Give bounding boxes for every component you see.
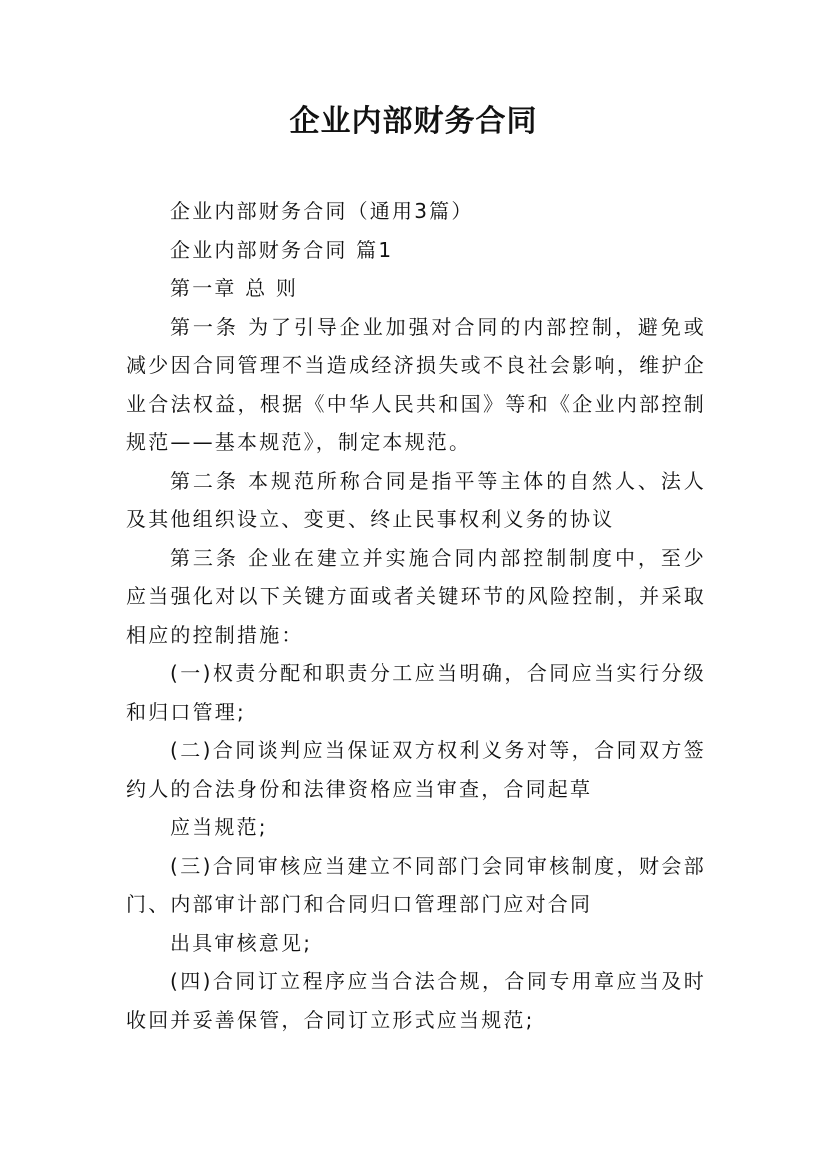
- paragraph-chapter-heading: 第一章 总 则: [170, 276, 299, 300]
- paragraph-item-1: (一)权责分配和职责分工应当明确，合同应当实行分级和归口管理;: [126, 661, 706, 724]
- paragraph-item-2: (二)合同谈判应当保证双方权利义务对等，合同双方签约人的合法身份和法律资格应当审查，合同起草: [126, 738, 706, 801]
- paragraph-section-heading: 企业内部财务合同 篇1: [170, 237, 394, 262]
- document-title: 企业内部财务合同: [289, 104, 538, 139]
- paragraph-series-title: 企业内部财务合同（通用3篇）: [170, 199, 474, 223]
- paragraph-item-2-continued: 应当规范;: [170, 815, 268, 839]
- document-body: [126, 192, 706, 1039]
- paragraph-article-2: 第二条 本规范所称合同是指平等主体的自然人、法人及其他组织设立、变更、终止民事权利义务的协议: [126, 468, 706, 531]
- paragraph-item-3: (三)合同审核应当建立不同部门会同审核制度，财会部门、内部审计部门和合同归口管理部门应对合同: [126, 853, 706, 916]
- paragraph-article-3: 第三条 企业在建立并实施合同内部控制制度中，至少应当强化对以下关键方面或者关键环节的风险控制，并采取相应的控制措施：: [126, 545, 706, 647]
- paragraph-item-3-continued: 出具审核意见;: [170, 930, 313, 955]
- paragraph-item-4: (四)合同订立程序应当合法合规，合同专用章应当及时收回并妥善保管，合同订立形式应当规范;: [126, 969, 706, 1032]
- paragraph-article-1: 第一条 为了引导企业加强对合同的内部控制，避免或减少因合同管理不当造成经济损失或不良社会影响，维护企业合法权益，根据《中华人民共和国》等和《企业内部控制规范——基本规范》，制定本规范。: [126, 314, 706, 454]
